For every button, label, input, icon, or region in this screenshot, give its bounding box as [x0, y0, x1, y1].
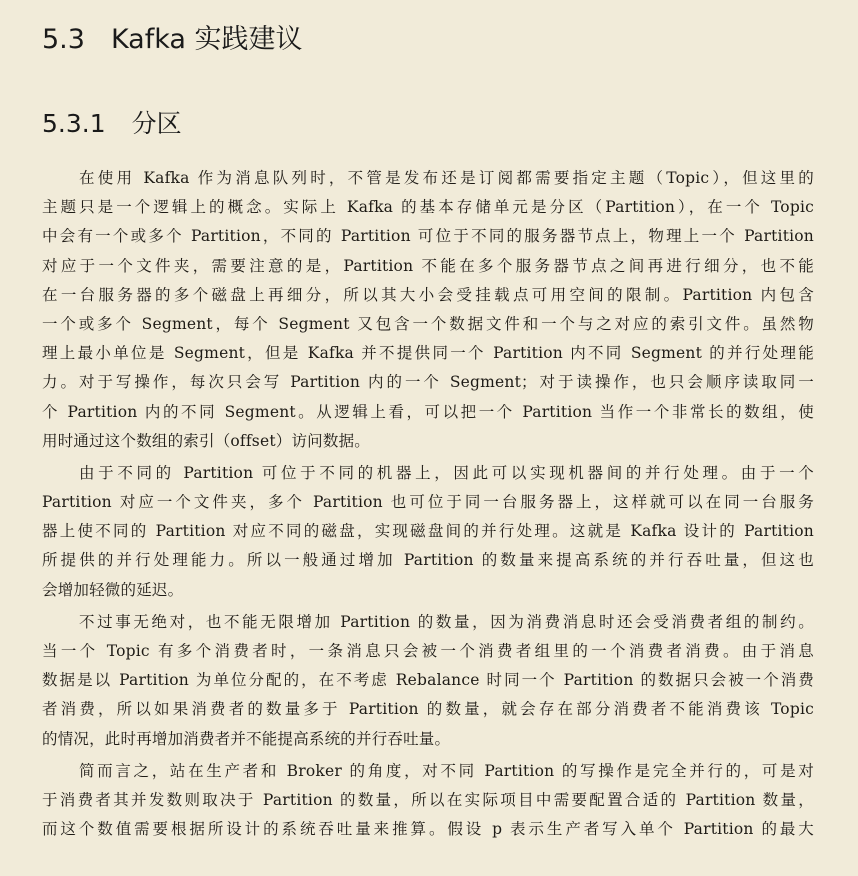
text-line: 对应于一个文件夹，需要注意的是，Partition 不能在多个服务器节点之间再进行细分，也不能	[42, 256, 814, 275]
text-line: 者消费，所以如果消费者的数量多于 Partition 的数量，就会存在部分消费者不能消费该 Topic	[42, 700, 814, 719]
text-line: 当一个 Topic 有多个消费者时，一条消息只会被一个消费者组里的一个消费者消费。由于消息	[42, 642, 814, 660]
text-line: 在使用 Kafka 作为消息队列时，不管是发布还是订阅都需要指定主题（Topic），但这里的	[79, 169, 814, 187]
text-line: 在一台服务器的多个磁盘上再细分，所以其大小会受挂载点可用空间的限制。Partition 内包含	[42, 285, 814, 304]
text-line: 会增加轻微的延迟。	[42, 580, 184, 599]
paragraph-1	[42, 164, 814, 456]
text-line: 主题只是一个逻辑上的概念。实际上 Kafka 的基本存储单元是分区（Partition），在一个 Topic	[42, 198, 814, 217]
paragraph-2	[42, 459, 814, 605]
subsection-number: 5.3.1	[42, 109, 106, 138]
text-line: 于消费者其并发数则取决于 Partition 的数量，所以在实际项目中需要配置合适的 Partition 数量，	[42, 790, 814, 809]
section-heading	[42, 20, 303, 60]
text-line: 个 Partition 内的不同 Segment。从逻辑上看，可以把一个 Partition 当作一个非常长的数组，使	[42, 402, 814, 421]
subsection-heading	[42, 104, 182, 144]
text-line: 简而言之，站在生产者和 Broker 的角度，对不同 Partition 的写操作是完全并行的，可是对	[79, 761, 814, 780]
body-text	[42, 164, 814, 847]
text-line: 用时通过这个数组的索引（offset）访问数据。	[42, 431, 370, 450]
text-line: 所提供的并行处理能力。所以一般通过增加 Partition 的数量来提高系统的并行吞吐量，但这也	[42, 551, 814, 570]
section-number: 5.3	[42, 24, 85, 55]
text-line: 器上使不同的 Partition 对应不同的磁盘，实现磁盘间的并行处理。这就是 Kafka 设计的 Partition	[42, 522, 814, 541]
text-line: 由于不同的 Partition 可位于不同的机器上，因此可以实现机器间的并行处理。由于一个	[79, 463, 814, 482]
text-line: 不过事无绝对，也不能无限增加 Partition 的数量，因为消费消息时还会受消费者组的制约。	[79, 612, 814, 631]
text-line: 中会有一个或多个 Partition，不同的 Partition 可位于不同的服务器节点上，物理上一个 Partition	[42, 227, 814, 246]
text-line: Partition 对应一个文件夹，多个 Partition 也可位于同一台服务器上，这样就可以在同一台服务	[42, 493, 814, 512]
text-line: 一个或多个 Segment，每个 Segment 又包含一个数据文件和一个与之对应的索引文件。虽然物	[42, 314, 814, 333]
section-title: Kafka 实践建议	[110, 24, 303, 55]
text-line: 数据是以 Partition 为单位分配的，在不考虑 Rebalance 时同一个 Partition 的数据只会被一个消费	[42, 671, 814, 690]
text-line: 力。对于写操作，每次只会写 Partition 内的一个 Segment；对于读操作，也只会顺序读取同一	[42, 373, 814, 392]
text-line: 理上最小单位是 Segment，但是 Kafka 并不提供同一个 Partition 内不同 Segment 的并行处理能	[42, 344, 814, 363]
paragraph-3	[42, 608, 814, 754]
subsection-title: 分区	[131, 109, 182, 138]
text-line: 而这个数值需要根据所设计的系统吞吐量来推算。假设 p 表示生产者写入单个 Partition 的最大	[42, 820, 814, 839]
paragraph-4	[42, 757, 814, 845]
text-line: 的情况，此时再增加消费者并不能提高系统的并行吞吐量。	[42, 729, 451, 748]
